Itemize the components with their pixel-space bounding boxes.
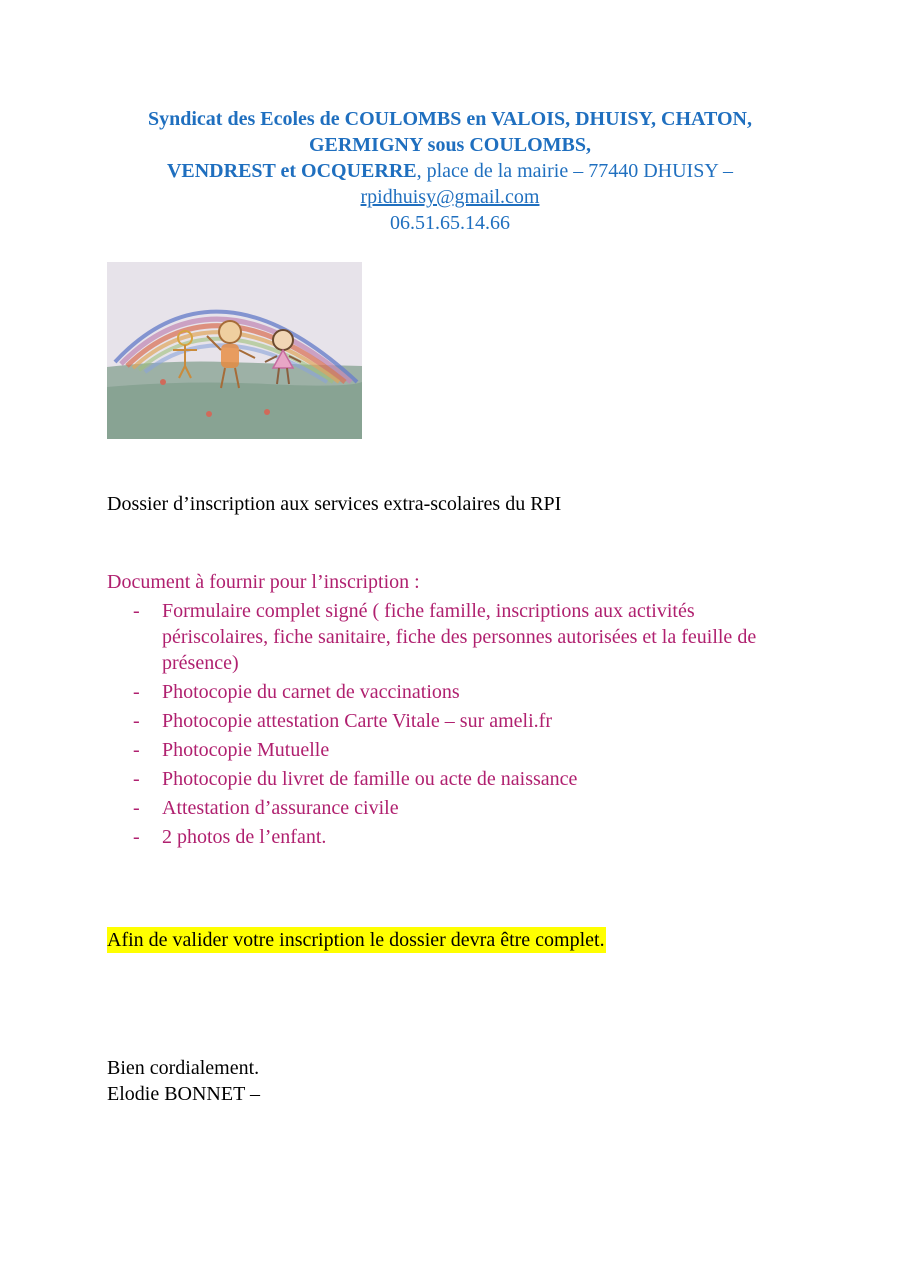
closing-block [107,1055,260,1107]
required-documents-list [107,598,787,853]
list-item [107,598,787,676]
list-item-text: Photocopie Mutuelle [162,739,330,761]
header-address: , place de la mairie – 77440 DHUISY – [416,160,734,182]
closing-greeting: Bien cordialement. [107,1057,260,1079]
header-line-2: GERMIGNY sous COULOMBS, [308,134,592,156]
list-item-text: Photocopie attestation Carte Vitale – sur ameli.fr [162,710,552,732]
list-item [107,766,787,792]
list-item [107,708,787,734]
list-dash: - [133,600,140,622]
school-syndicate-header [100,106,800,236]
list-dash: - [133,739,140,761]
list-item-text: Formulaire complet signé ( fiche famille, inscriptions aux activités périscolaires, fiche sanitaire, fiche des personnes autorisées et la feuille de présence) [162,600,757,674]
list-item [107,737,787,763]
child-rainbow-drawing [107,262,362,439]
list-dash: - [133,681,140,703]
list-item [107,795,787,821]
header-line-3 [100,158,800,184]
list-dash: - [133,710,140,732]
phone-number: 06.51.65.14.66 [390,212,510,234]
list-item [107,824,787,850]
highlighted-notice: Afin de valider votre inscription le dossier devra être complet. [107,929,605,951]
registration-file-title: Dossier d’inscription aux services extra-scolaires du RPI [107,493,562,515]
header-line-1: Syndicat des Ecoles de COULOMBS en VALOIS, DHUISY, CHATON, [147,108,752,130]
email-link[interactable]: rpidhuisy@gmail.com [360,186,540,208]
list-dash: - [133,797,140,819]
list-item [107,679,787,705]
list-item-text: Photocopie du livret de famille ou acte de naissance [162,768,578,790]
list-dash: - [133,768,140,790]
list-item-text: 2 photos de l’enfant. [162,826,327,848]
header-line-3-bold: VENDREST et OCQUERRE [166,160,417,182]
list-item-text: Attestation d’assurance civile [162,797,399,819]
signature: Elodie BONNET – [107,1083,260,1105]
list-item-text: Photocopie du carnet de vaccinations [162,681,460,703]
list-dash: - [133,826,140,848]
required-documents-heading: Document à fournir pour l’inscription : [107,571,420,593]
